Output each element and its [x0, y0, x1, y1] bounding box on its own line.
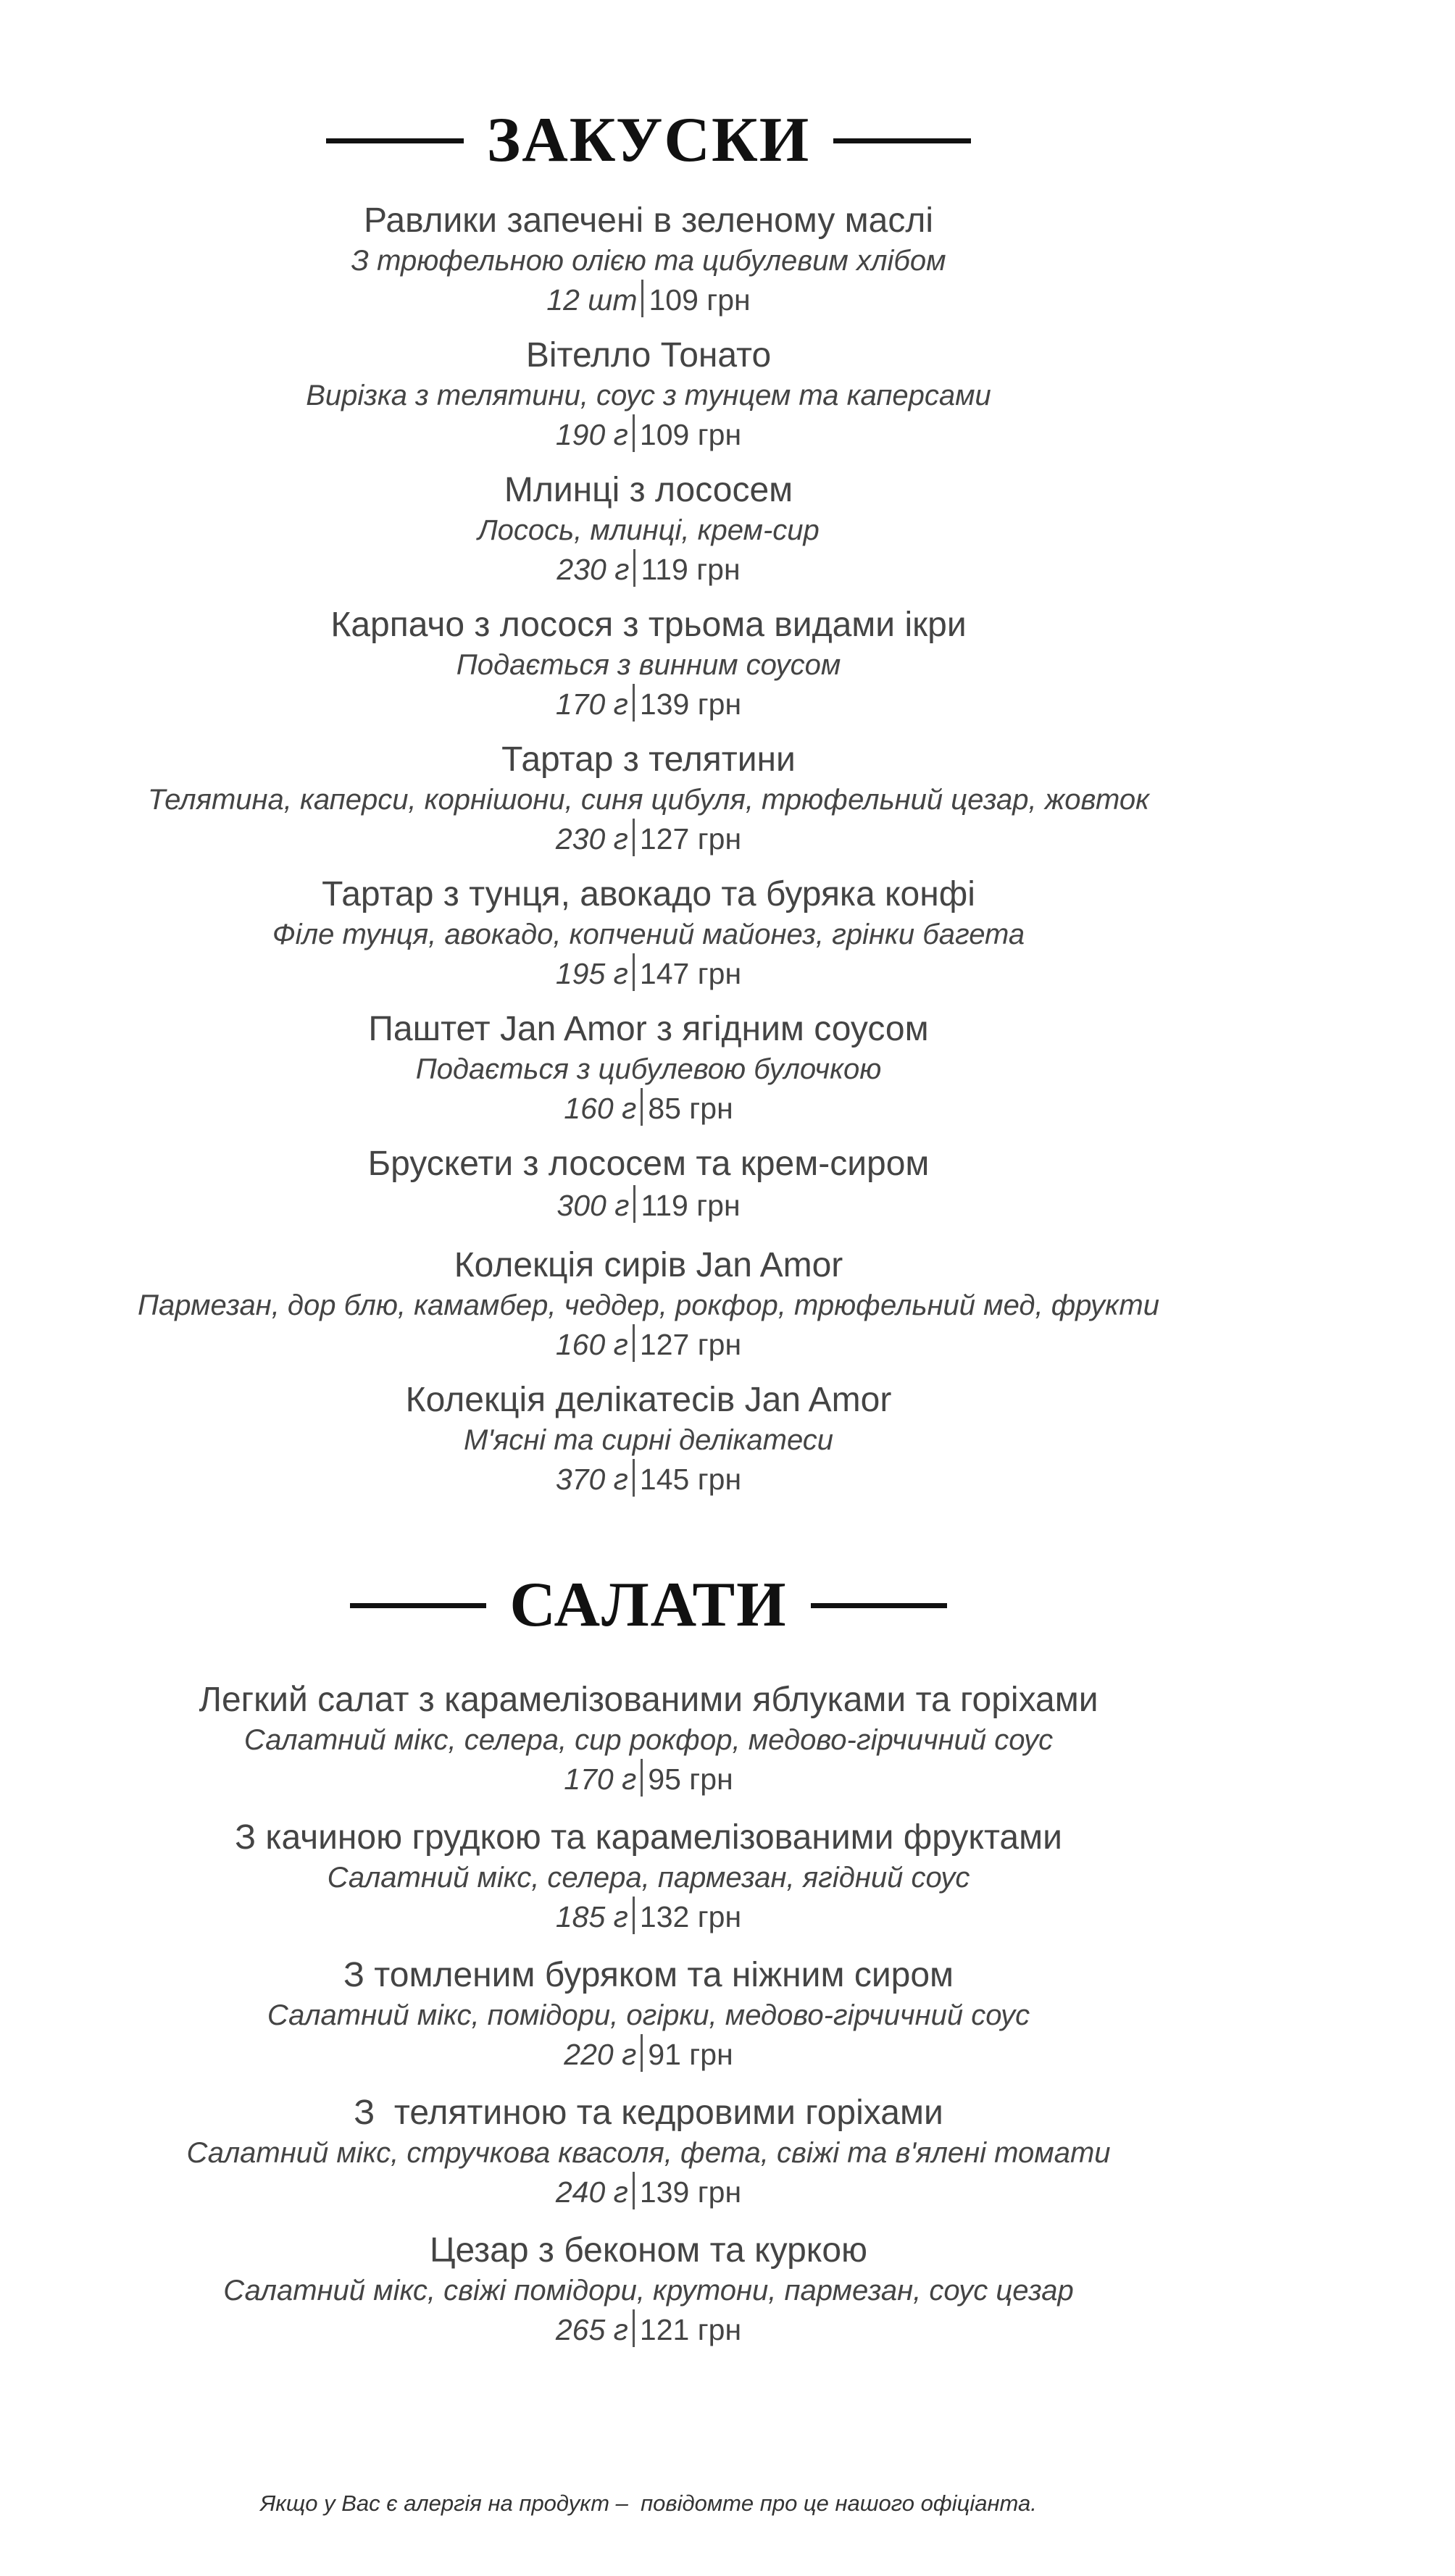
dish-price: 119 грн — [641, 1189, 741, 1222]
separator — [633, 1185, 635, 1223]
dish-weight: 300 г — [556, 1189, 630, 1222]
dish-description: Телятина, каперси, корнішони, синя цибуля, трюфельний цезар, жовток — [148, 784, 1149, 816]
dish-meta — [0, 1759, 1297, 1799]
dish-description: Салатний мікс, селера, пармезан, ягідний соус — [327, 1862, 970, 1894]
dish-weight: 195 г — [555, 957, 628, 990]
separator — [633, 1459, 635, 1497]
dish-name: Колекція делікатесів Jan Amor — [405, 1381, 892, 1419]
dish-meta — [0, 2309, 1297, 2349]
dish-meta — [0, 549, 1297, 589]
header-rule-left — [326, 138, 464, 143]
separator — [641, 2034, 643, 2072]
dish-meta — [0, 2034, 1297, 2074]
dish-description: Лосось, млинці, крем-сир — [478, 514, 820, 546]
dish-weight: 230 г — [555, 822, 628, 856]
dish-description: Подається з винним соусом — [456, 649, 841, 681]
dish-meta — [0, 2172, 1297, 2212]
dish-weight: 12 шт — [546, 283, 638, 317]
dish-name: Млинці з лососем — [504, 471, 793, 509]
menu-item — [0, 1954, 1297, 2074]
dish-price: 132 грн — [639, 1900, 742, 1933]
dish-meta — [0, 1459, 1297, 1499]
dish-price: 127 грн — [639, 822, 742, 856]
dish-meta — [0, 1897, 1297, 1936]
dish-weight: 370 г — [555, 1463, 628, 1496]
dish-description: Подається з цибулевою булочкою — [415, 1053, 882, 1085]
menu-item — [0, 1008, 1297, 1128]
dish-meta — [0, 953, 1297, 993]
separator — [633, 414, 635, 452]
dish-description: З трюфельною олією та цибулевим хлібом — [351, 245, 946, 277]
menu-item — [0, 604, 1297, 724]
dish-name: Вітелло Тонато — [525, 336, 772, 375]
dish-description: Пармезан, дор блю, камамбер, чеддер, рокфор, трюфельний мед, фрукти — [138, 1289, 1159, 1321]
menu-item — [0, 874, 1297, 993]
dish-meta — [0, 280, 1297, 319]
separator — [633, 2309, 635, 2347]
dish-meta — [0, 1088, 1297, 1128]
section-title: ЗАКУСКИ — [486, 105, 811, 175]
dish-weight: 265 г — [555, 2313, 628, 2346]
menu-item — [0, 1143, 1297, 1225]
dish-weight: 190 г — [555, 418, 628, 451]
dish-price: 109 грн — [639, 418, 742, 451]
separator — [633, 1897, 635, 1934]
dish-price: 91 грн — [648, 2038, 733, 2071]
menu-item — [0, 1817, 1297, 1936]
dish-description: Салатний мікс, селера, сир рокфор, медово-гірчичний соус — [243, 1724, 1054, 1756]
menu-item — [0, 2230, 1297, 2349]
dish-name: Карпачо з лосося з трьома видами ікри — [330, 606, 967, 644]
dish-weight: 220 г — [564, 2038, 637, 2071]
menu-item — [0, 1379, 1297, 1499]
separator — [641, 1088, 643, 1126]
separator — [633, 2172, 635, 2209]
dish-name: Колекція сирів Jan Amor — [454, 1246, 843, 1284]
dish-name: Тартар з тунця, авокадо та буряка конфі — [322, 875, 975, 913]
dish-price: 85 грн — [648, 1092, 733, 1125]
dish-price: 145 грн — [639, 1463, 742, 1496]
menu-item — [0, 1245, 1297, 1364]
dish-name: Цезар з беконом та куркою — [429, 2231, 868, 2270]
dish-price: 119 грн — [641, 553, 741, 586]
dish-name: З качиною грудкою та карамелізованими фруктами — [235, 1818, 1062, 1857]
menu-item — [0, 739, 1297, 858]
menu-item — [0, 469, 1297, 589]
menu-item — [0, 2092, 1297, 2212]
dish-description: М'ясні та сирні делікатеси — [463, 1424, 834, 1456]
dish-name: З томленим буряком та ніжним сиром — [343, 1956, 954, 1994]
section-header-zakusky — [0, 105, 1297, 175]
dish-weight: 170 г — [564, 1762, 637, 1796]
dish-price: 127 грн — [639, 1328, 742, 1361]
dish-weight: 185 г — [555, 1900, 628, 1933]
dish-description: Салатний мікс, помідори, огірки, медово-гірчичний соус — [267, 1999, 1030, 2031]
separator — [641, 280, 643, 317]
dish-weight: 230 г — [556, 553, 630, 586]
dish-name: Равлики запечені в зеленому маслі — [363, 201, 934, 240]
separator — [633, 1324, 635, 1362]
dish-weight: 160 г — [564, 1092, 637, 1125]
allergy-note: Якщо у Вас є алергія на продукт – повідомте про це нашого офіціанта. — [260, 2491, 1037, 2516]
separator — [633, 684, 635, 722]
separator — [633, 549, 635, 587]
dish-price: 95 грн — [648, 1762, 733, 1796]
dish-price: 121 грн — [639, 2313, 742, 2346]
dish-name: Легкий салат з карамелізованими яблуками та горіхами — [199, 1681, 1098, 1719]
dish-name: З телятиною та кедровими горіхами — [354, 2094, 943, 2132]
dish-name: Паштет Jan Amor з ягідним соусом — [368, 1010, 929, 1048]
header-rule-left — [350, 1603, 486, 1608]
header-rule-right — [811, 1603, 947, 1608]
dish-weight: 240 г — [555, 2175, 628, 2209]
menu-item — [0, 335, 1297, 454]
dish-price: 147 грн — [639, 957, 742, 990]
dish-price: 139 грн — [639, 2175, 742, 2209]
dish-weight: 170 г — [555, 687, 628, 721]
dish-meta — [0, 819, 1297, 858]
dish-name: Тартар з телятини — [501, 740, 796, 779]
section-header-salaty — [0, 1570, 1297, 1640]
dish-meta — [0, 1324, 1297, 1364]
section-title: САЛАТИ — [509, 1570, 788, 1640]
dish-description: Салатний мікс, стручкова квасоля, фета, свіжі та в'ялені томати — [186, 2137, 1111, 2169]
separator — [633, 819, 635, 856]
dish-name: Брускети з лососем та крем-сиром — [367, 1145, 930, 1183]
menu-item — [0, 1679, 1297, 1799]
menu-item — [0, 200, 1297, 319]
dish-description: Філе тунця, авокадо, копчений майонез, грінки багета — [272, 919, 1025, 950]
dish-meta — [0, 414, 1297, 454]
dish-meta — [0, 1185, 1297, 1225]
header-rule-right — [833, 138, 971, 143]
dish-price: 109 грн — [649, 283, 751, 317]
dish-description: Вирізка з телятини, соус з тунцем та каперсами — [306, 380, 991, 411]
separator — [641, 1759, 643, 1797]
dish-description: Салатний мікс, свіжі помідори, крутони, пармезан, соус цезар — [223, 2275, 1074, 2307]
dish-weight: 160 г — [555, 1328, 628, 1361]
dish-price: 139 грн — [639, 687, 742, 721]
dish-meta — [0, 684, 1297, 724]
separator — [633, 953, 635, 991]
